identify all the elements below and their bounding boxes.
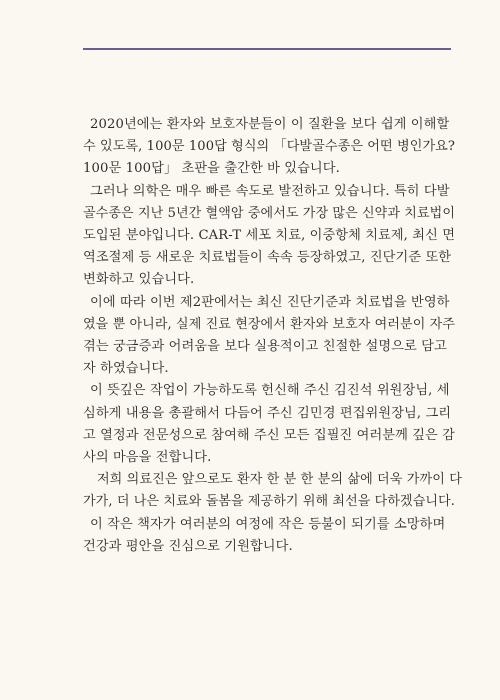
paragraph-2 [83,181,455,292]
text-line: 수 있도록, 100문 100답 형식의 「다발골수종은 어떤 병인가요? [83,139,456,155]
text-line: 가가, 더 나은 치료와 돌봄을 제공하기 위해 최선을 다하겠습니다. [83,494,455,510]
text-line: 저희 의료진은 앞으로도 환자 한 분 한 분의 삶에 더욱 가까이 다 [96,472,462,488]
text-line: 이 작은 책자가 여러분의 여정에 작은 등불이 되기를 소망하며 [90,516,446,532]
text-line: 골수종은 지난 5년간 혈액암 중에서도 가장 많은 신약과 치료법이 [83,205,456,221]
body-text [83,114,462,558]
text-line: 였을 뿐 아니라, 실제 진료 현장에서 환자와 보호자 여러분이 자주 [83,316,455,332]
text-line: 심하게 내용을 총괄해서 다듬어 주신 김민경 편집위원장님, 그리 [83,405,452,421]
paragraph-3 [83,292,455,381]
text-line: 겪는 궁금증과 어려움을 보다 실용적이고 친절한 설명으로 담고 [83,339,447,355]
text-line: 이에 따라 이번 제2판에서는 최신 진단기준과 치료법을 반영하 [90,294,450,310]
text-line: 이 뜻깊은 작업이 가능하도록 헌신해 주신 김진석 위원장님, 세 [90,383,450,399]
paragraph-4 [83,380,455,469]
paragraph-6 [83,514,455,558]
text-line: 자 하였습니다. [83,361,169,377]
text-line: 도입된 분야입니다. CAR-T 세포 치료, 이중항체 치료제, 최신 면 [83,228,456,244]
text-line: 2020년에는 환자와 보호자분들이 이 질환을 보다 쉽게 이해할 [90,117,450,132]
text-line: 건강과 평안을 진심으로 기원합니다. [83,538,293,554]
text-line: 사의 마음을 전합니다. [83,450,212,466]
text-line: 그러나 의학은 매우 빠른 속도로 발전하고 있습니다. 특히 다발 [90,183,450,199]
header-divider [83,48,451,50]
paragraph-1 [83,114,455,181]
paragraph-5 [83,469,462,513]
text-line: 역조절제 등 새로운 치료법들이 속속 등장하였고, 진단기준 또한 [83,250,452,266]
text-line: 고 열정과 전문성으로 참여해 주신 모든 집필진 여러분께 깊은 감 [83,427,456,443]
text-line: 변화하고 있습니다. [83,272,195,288]
text-line: 100문 100답」 초판을 출간한 바 있습니다. [83,161,340,177]
